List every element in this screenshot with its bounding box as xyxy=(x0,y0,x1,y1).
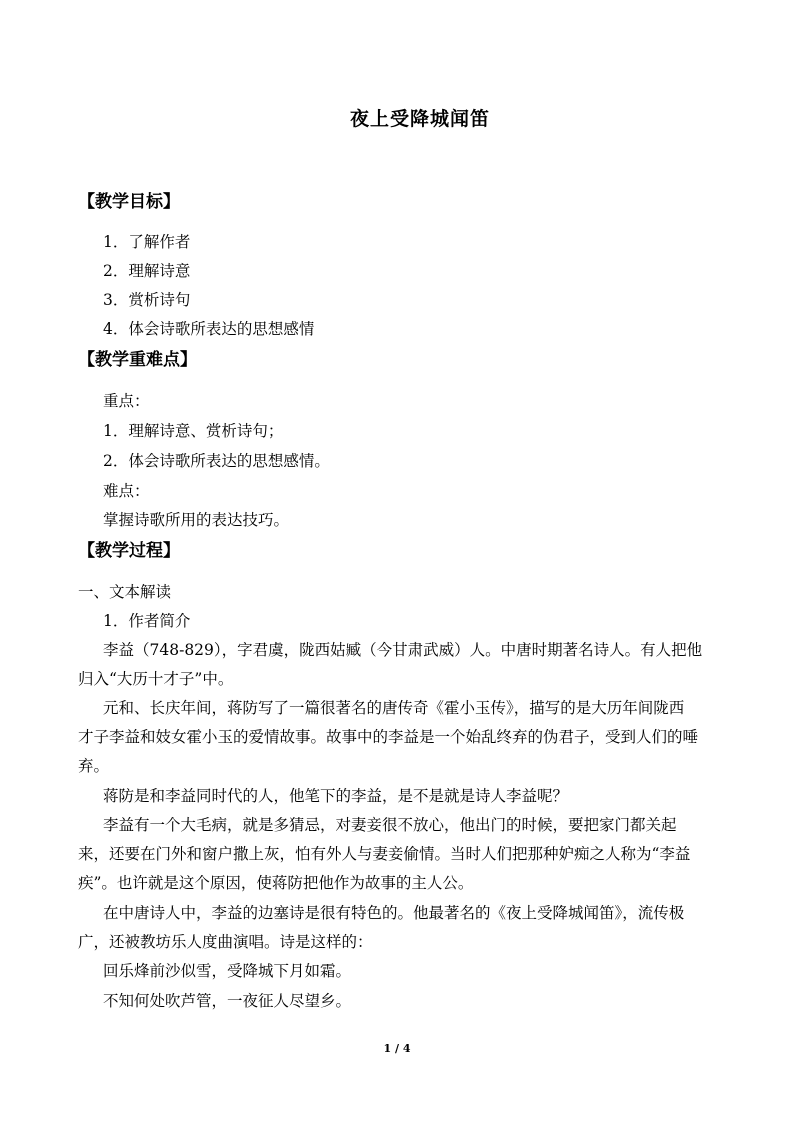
section-title: 一、文本解读 xyxy=(78,583,172,601)
paragraph-line: 弃。 xyxy=(78,757,110,775)
paragraph-line: 元和、长庆年间，蒋防写了一篇很著名的唐传奇《霍小玉传》，描写的是大历年间陇西 xyxy=(103,699,685,717)
objective-item: 4．体会诗歌所表达的思想感情 xyxy=(103,320,315,338)
paragraph-line: 才子李益和妓女霍小玉的爱情故事。故事中的李益是一个始乱终弃的伪君子，受到人们的唾 xyxy=(78,728,699,746)
focus-label: 重点： xyxy=(103,392,150,410)
difficulty-text: 掌握诗歌所用的表达技巧。 xyxy=(103,511,290,529)
objective-item: 3．赏析诗句 xyxy=(103,291,191,309)
document-title: 夜上受降城闻笛 xyxy=(349,108,490,130)
key-points-heading: 【教学重难点】 xyxy=(78,350,197,370)
paragraph-line: 来，还要在门外和窗户撒上灰，怕有外人与妻妾偷情。当时人们把那种妒痴之人称为“李益 xyxy=(78,845,691,863)
paragraph-line: 广，还被教坊乐人度曲演唱。诗是这样的： xyxy=(78,933,373,951)
poem-line: 回乐烽前沙似雪，受降城下月如霜。 xyxy=(103,962,352,980)
paragraph-line: 李益（748-829），字君虞，陇西姑臧（今甘肃武威）人。中唐时期著名诗人。有人把他 xyxy=(103,641,703,659)
page-number: 1 / 4 xyxy=(383,1042,411,1055)
paragraph-line: 疾”。也许就是这个原因，使蒋防把他作为故事的主人公。 xyxy=(78,874,474,892)
objectives-heading: 【教学目标】 xyxy=(78,192,180,212)
paragraph-line: 蒋防是和李益同时代的人，他笔下的李益，是不是就是诗人李益呢？ xyxy=(103,787,569,805)
poem-line: 不知何处吹芦管，一夜征人尽望乡。 xyxy=(103,992,352,1010)
focus-item: 1．理解诗意、赏析诗句； xyxy=(103,422,284,440)
paragraph-line: 在中唐诗人中，李益的边塞诗是很有特色的。他最著名的《夜上受降城闻笛》，流传极 xyxy=(103,904,685,922)
focus-item: 2．体会诗歌所表达的思想感情。 xyxy=(103,452,330,470)
difficulty-label: 难点： xyxy=(103,482,150,500)
paragraph-line: 归入“大历十才子”中。 xyxy=(78,670,234,688)
objective-item: 1．了解作者 xyxy=(103,233,191,251)
objective-item: 2．理解诗意 xyxy=(103,262,191,280)
process-heading: 【教学过程】 xyxy=(78,541,180,561)
paragraph-line: 李益有一个大毛病，就是多猜忌，对妻妾很不放心，他出门的时候，要把家门都关起 xyxy=(103,816,677,834)
subsection-title: 1．作者简介 xyxy=(103,612,191,630)
